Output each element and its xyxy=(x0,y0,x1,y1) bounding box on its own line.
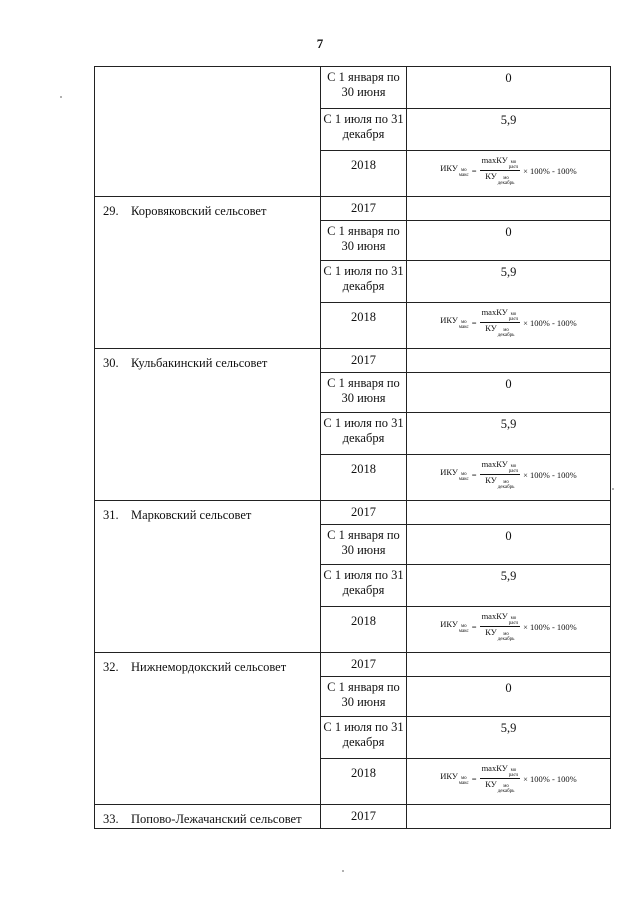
formula-num: maxКУ xyxy=(481,763,508,773)
period-cell: С 1 января по 30 июня xyxy=(321,67,407,109)
empty-cell xyxy=(407,653,611,677)
settlement-cell xyxy=(95,653,321,805)
formula-lhs: ИКУ xyxy=(440,619,458,629)
formula-den: КУ xyxy=(485,171,497,181)
value-cell: 0 xyxy=(407,677,611,717)
settlement-cell xyxy=(95,197,321,349)
formula-lhs: ИКУ xyxy=(440,163,458,173)
formula-sub: макс xyxy=(458,477,469,482)
settlement-cell xyxy=(95,501,321,653)
formula-sub: декабрь xyxy=(497,333,515,338)
formula-sub: макс xyxy=(458,173,469,178)
formula-num: maxКУ xyxy=(481,459,508,469)
tariff-table xyxy=(94,66,611,829)
value-cell: 0 xyxy=(407,373,611,413)
formula-lhs: ИКУ xyxy=(440,315,458,325)
formula-sup: мо xyxy=(510,768,517,773)
formula-eq: = xyxy=(471,469,477,480)
formula-den: КУ xyxy=(485,475,497,485)
settlement-name: Кульбакинский сельсовет xyxy=(131,356,268,370)
formula-sup: мо xyxy=(460,320,467,325)
formula-sub: расч xyxy=(508,317,519,322)
table-row xyxy=(95,67,611,109)
formula-sup: мо xyxy=(510,160,517,165)
period-cell: С 1 июля по 31 декабря xyxy=(321,717,407,759)
formula-sub: расч xyxy=(508,621,519,626)
formula xyxy=(440,155,577,186)
formula xyxy=(440,459,577,490)
formula-sub: декабрь xyxy=(497,485,515,490)
formula xyxy=(440,307,577,338)
formula-eq: = xyxy=(471,317,477,328)
formula-eq: = xyxy=(471,773,477,784)
formula-lhs: ИКУ xyxy=(440,771,458,781)
formula-tail: × 100% - 100% xyxy=(523,621,577,632)
formula-sub: расч xyxy=(508,165,519,170)
formula-sub: макс xyxy=(458,325,469,330)
formula-eq: = xyxy=(471,165,477,176)
value-cell: 5,9 xyxy=(407,261,611,303)
value-cell: 5,9 xyxy=(407,717,611,759)
row-number: 31. xyxy=(103,508,119,522)
value-cell: 0 xyxy=(407,221,611,261)
period-cell: С 1 января по 30 июня xyxy=(321,525,407,565)
value-cell: 5,9 xyxy=(407,565,611,607)
formula-cell xyxy=(407,607,611,653)
formula-sup: мо xyxy=(510,616,517,621)
formula-sup: мо xyxy=(503,328,509,333)
formula-cell xyxy=(407,759,611,805)
table-row xyxy=(95,501,611,525)
formula-tail: × 100% - 100% xyxy=(523,317,577,328)
table-row xyxy=(95,197,611,221)
formula-sub: макс xyxy=(458,781,469,786)
value-cell: 0 xyxy=(407,525,611,565)
row-number: 30. xyxy=(103,356,119,370)
formula-sup: мо xyxy=(460,624,467,629)
formula-sup: мо xyxy=(503,480,509,485)
formula-cell xyxy=(407,151,611,197)
formula-fraction xyxy=(480,763,521,794)
year-cell: 2017 xyxy=(321,197,407,221)
year-cell: 2018 xyxy=(321,607,407,653)
period-cell: С 1 января по 30 июня xyxy=(321,677,407,717)
formula-sup: мо xyxy=(503,784,509,789)
period-cell: С 1 января по 30 июня xyxy=(321,221,407,261)
year-cell: 2018 xyxy=(321,303,407,349)
formula-sup: мо xyxy=(460,168,467,173)
settlement-name: Попово-Лежачанский сельсовет xyxy=(131,812,302,826)
formula-sub: декабрь xyxy=(497,637,515,642)
formula-fraction xyxy=(480,459,521,490)
table-row xyxy=(95,805,611,829)
year-cell: 2017 xyxy=(321,653,407,677)
formula-tail: × 100% - 100% xyxy=(523,773,577,784)
scan-speck xyxy=(612,488,614,490)
page-number: 7 xyxy=(316,36,324,51)
scan-speck xyxy=(342,870,344,872)
formula-sup: мо xyxy=(510,464,517,469)
settlement-name: Нижнемордокский сельсовет xyxy=(131,660,287,674)
formula-sub: расч xyxy=(508,469,519,474)
formula-sup: мо xyxy=(460,472,467,477)
formula-num: maxКУ xyxy=(481,611,508,621)
formula-eq: = xyxy=(471,621,477,632)
period-cell: С 1 июля по 31 декабря xyxy=(321,109,407,151)
formula-den: КУ xyxy=(485,627,497,637)
settlement-name: Коровяковский сельсовет xyxy=(131,204,267,218)
row-number: 33. xyxy=(103,812,119,826)
formula-sup: мо xyxy=(503,632,509,637)
value-cell: 5,9 xyxy=(407,109,611,151)
formula xyxy=(440,611,577,642)
period-cell: С 1 января по 30 июня xyxy=(321,373,407,413)
formula-sub: декабрь xyxy=(497,181,515,186)
formula-fraction xyxy=(480,611,521,642)
settlement-cell xyxy=(95,349,321,501)
row-number: 32. xyxy=(103,660,119,674)
year-cell: 2017 xyxy=(321,805,407,829)
period-cell: С 1 июля по 31 декабря xyxy=(321,261,407,303)
formula xyxy=(440,763,577,794)
table-row xyxy=(95,349,611,373)
value-cell: 5,9 xyxy=(407,413,611,455)
empty-cell xyxy=(407,501,611,525)
empty-cell xyxy=(407,197,611,221)
empty-cell xyxy=(407,349,611,373)
empty-cell xyxy=(407,805,611,829)
formula-num: maxКУ xyxy=(481,307,508,317)
formula-fraction xyxy=(480,155,521,186)
formula-den: КУ xyxy=(485,323,497,333)
formula-lhs: ИКУ xyxy=(440,467,458,477)
formula-sub: декабрь xyxy=(497,789,515,794)
period-cell: С 1 июля по 31 декабря xyxy=(321,413,407,455)
year-cell: 2018 xyxy=(321,151,407,197)
formula-cell xyxy=(407,455,611,501)
year-cell: 2018 xyxy=(321,759,407,805)
scan-speck xyxy=(60,96,62,98)
formula-fraction xyxy=(480,307,521,338)
year-cell: 2018 xyxy=(321,455,407,501)
settlement-name: Марковский сельсовет xyxy=(131,508,252,522)
period-cell: С 1 июля по 31 декабря xyxy=(321,565,407,607)
formula-tail: × 100% - 100% xyxy=(523,469,577,480)
formula-num: maxКУ xyxy=(481,155,508,165)
value-cell: 0 xyxy=(407,67,611,109)
formula-sup: мо xyxy=(510,312,517,317)
formula-sup: мо xyxy=(503,176,509,181)
formula-sub: макс xyxy=(458,629,469,634)
formula-cell xyxy=(407,303,611,349)
formula-den: КУ xyxy=(485,779,497,789)
year-cell: 2017 xyxy=(321,349,407,373)
formula-tail: × 100% - 100% xyxy=(523,165,577,176)
name-cell-continued xyxy=(95,67,321,197)
table-row xyxy=(95,653,611,677)
row-number: 29. xyxy=(103,204,119,218)
year-cell: 2017 xyxy=(321,501,407,525)
formula-sub: расч xyxy=(508,773,519,778)
settlement-cell xyxy=(95,805,321,829)
formula-sup: мо xyxy=(460,776,467,781)
